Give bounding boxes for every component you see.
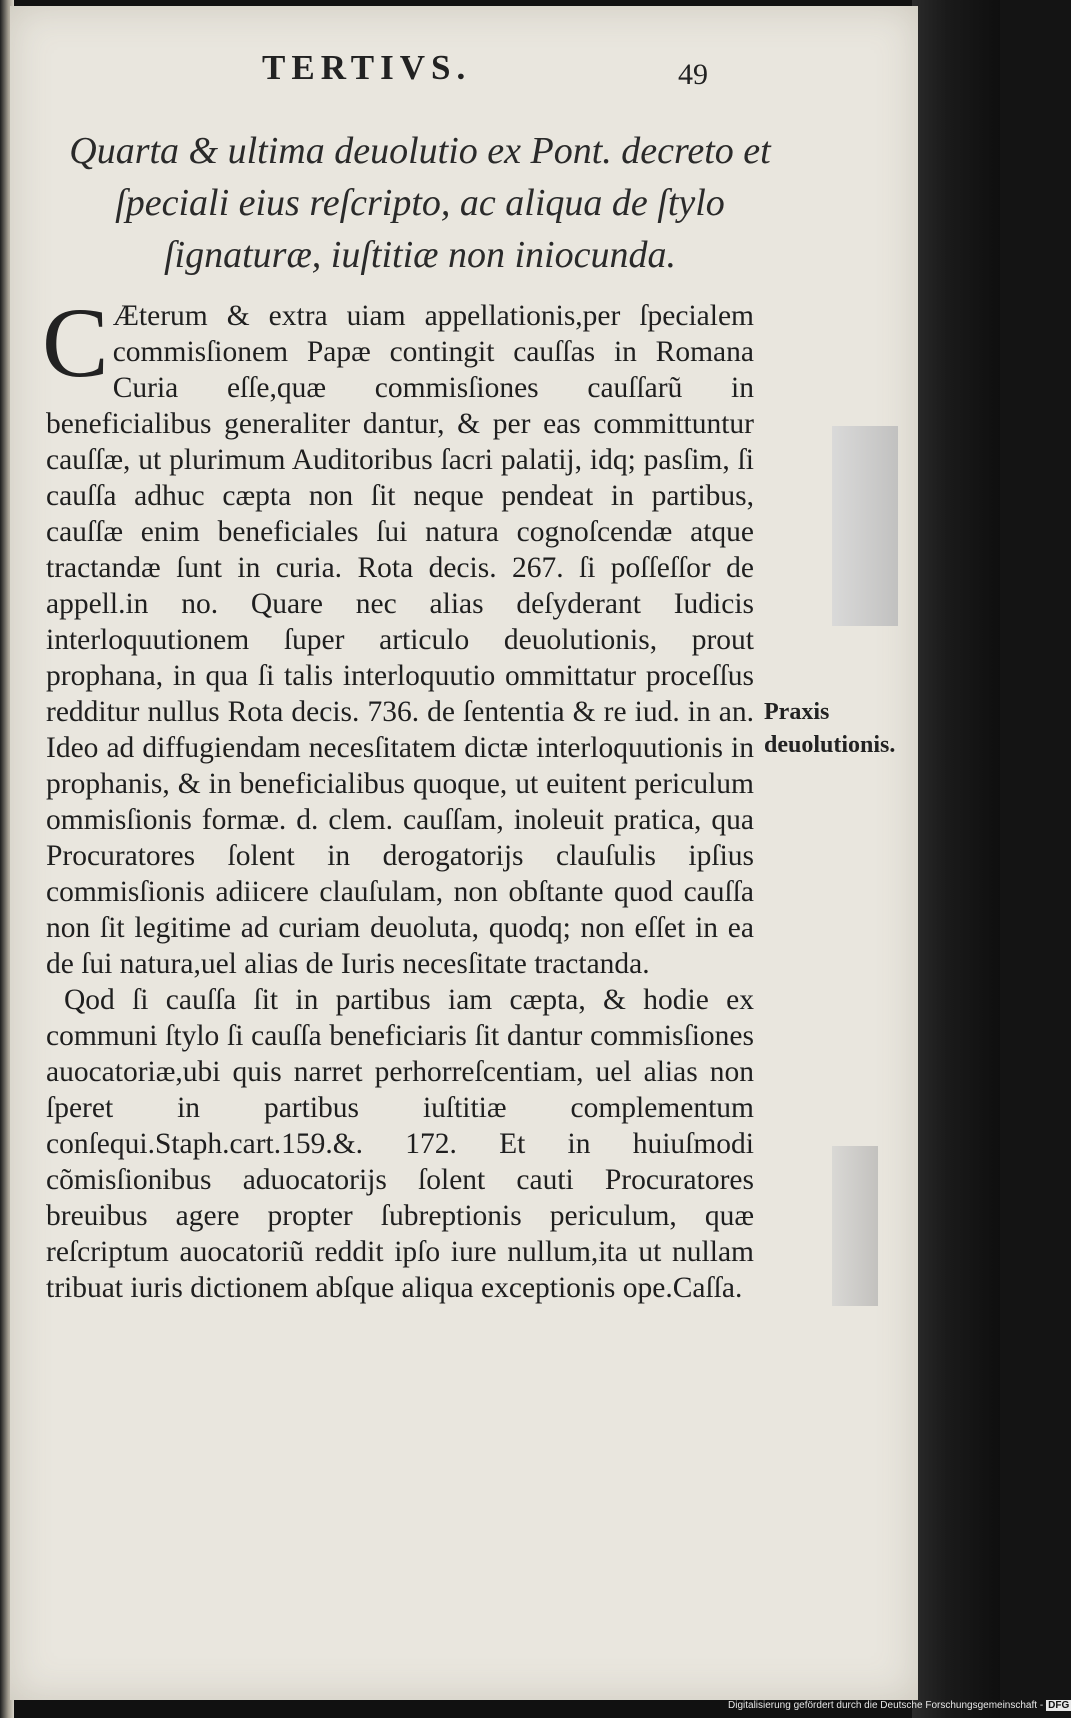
main-text-block	[42, 287, 754, 1306]
marginal-note: Praxis deuolutionis.	[764, 699, 896, 758]
paragraph-1-text: Æterum & extra uiam appellationis,per ſpecialem commisſionem Papæ contingit cauſſas in Romana Curia eſſe,quæ commisſiones cauſſarũ in beneficialibus generaliter dantur, & per eas committuntur cauſſæ, ut plurimum Auditoribus ſacri palatij, idq; pasſim, ſi cauſſa adhuc cæpta non ſit neque pendeat in partibus, cauſſæ enim beneficiales ſui natura cognoſcendæ atque tractandæ ſunt in curia. Rota decis. 267. ſi poſſeſſor de appell.in no. Quare nec alias deſyderant Iudicis interloquutionem ſuper articulo deuolutionis, prout prophana, in qua ſi talis interloquutio ommittatur proceſſus redditur nullus Rota decis. 736. de ſententia & re iud. in an. Ideo ad diffugiendam necesſitatem dictæ interloquutionis in prophanis, & in beneficialibus quoque, ut euitent periculum ommisſionis formæ. d. clem. cauſſam, inoleuit pratica, qua Procuratores ſolent in derogatorijs clauſulis ipſius commisſionis adiicere clauſulam, non obſtante quod cauſſa non ſit legitime ad curiam deuoluta, quodq; non eſſet in ea de ſui natura,uel alias de Iuris necesſitate tractanda.	[46, 300, 754, 980]
chapter-title: Quarta & ultima deuolutio ex Pont. decreto et ſpeciali eius reſcripto, ac aliqua de ſtylo ſignaturæ, iuſtitiæ non iniocunda.	[69, 130, 771, 276]
page-number: 49	[678, 58, 708, 91]
show-through-next-page-lower	[832, 1146, 878, 1306]
paragraph-2: Qod ſi cauſſa ſit in partibus iam cæpta, & hodie ex communi ſtylo ſi cauſſa beneficiaris ſit dantur commisſiones auocatoriæ,ubi quis narret perhorreſcentiam, uel alias non ſperet in partibus iuſtitiæ complementum conſequi.Staph.cart.159.&. 172. Et in huiuſmodi cõmisſionibus aduocatorijs ſolent cauti Procuratores breuibus agere propter ſubreptionis periculum, quæ reſcriptum auocatoriũ reddit ipſo iure nullum,ita ut nullam tribuat iuris dictionem abſque aliqua exceptionis ope.Caſſa.	[46, 984, 754, 1304]
show-through-next-page	[832, 426, 898, 626]
paragraph-1	[42, 287, 754, 982]
scan-edge-right	[912, 0, 1000, 1718]
footer-text: Digitalisierung gefördert durch die Deutsche Forschungsgemeinschaft -	[728, 1700, 1044, 1711]
footer-credit	[728, 1700, 1070, 1711]
drop-capital: C	[42, 287, 109, 398]
dfg-logo: DFG	[1048, 1700, 1070, 1711]
running-head: TERTIVS.	[262, 48, 472, 87]
